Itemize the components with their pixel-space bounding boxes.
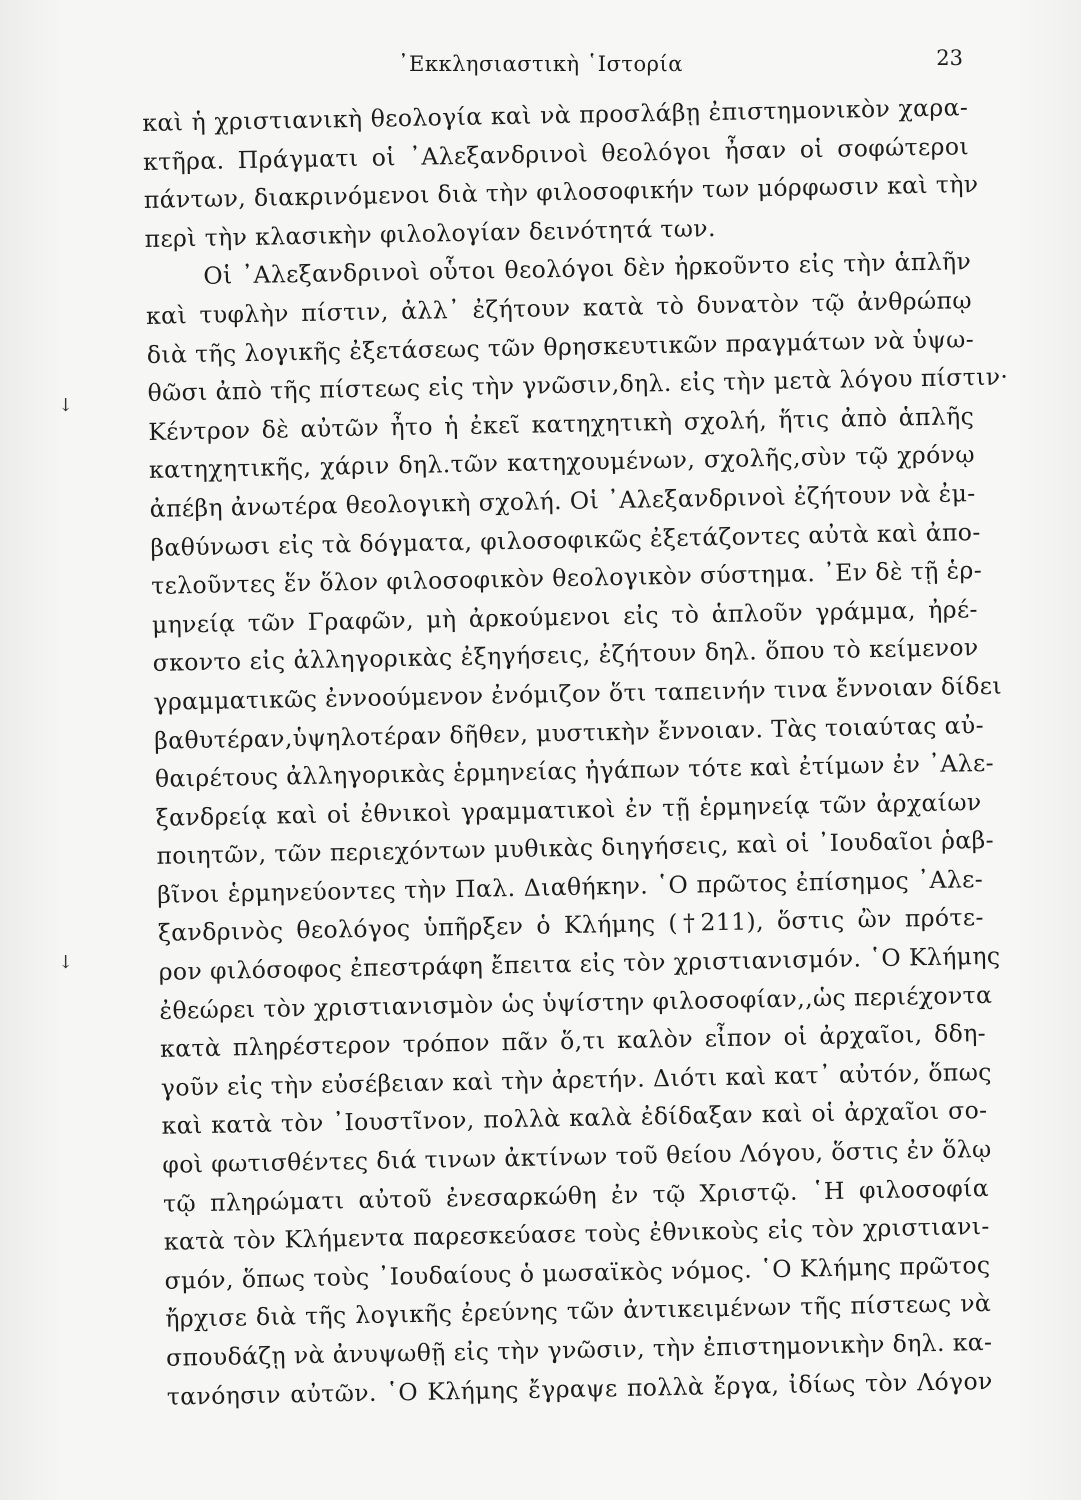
- page-number: 23: [936, 46, 963, 70]
- text-line: θῶσι ἀπὸ τῆς πίστεως εἰς τὴν γνῶσιν,δηλ. εἰς τὴν μετὰ λόγου πίστιν·: [147, 362, 1009, 408]
- text-line: μηνείᾳ τῶν Γραφῶν, μὴ ἀρκούμενοι εἰς τὸ ἁπλοῦν γράμμα, ἠρέ-: [151, 594, 979, 639]
- page-header: [118, 46, 963, 86]
- text-line: ρον φιλόσοφος ἐπεστράφη ἔπειτα εἰς τὸν χριστιανισμόν. ῾Ο Κλήμης: [158, 941, 1001, 986]
- text-line: καὶ κατὰ τὸν ᾿Ιουστῖνον, πολλὰ καλὰ ἐδίδαξαν καὶ οἱ ἀρχαῖοι σο-: [161, 1096, 988, 1141]
- margin-mark: ↓: [58, 952, 74, 973]
- text-line: ξανδρινὸς θεολόγος ὑπῆρξεν ὁ Κλήμης (†211), ὅστις ὢν πρότε-: [157, 903, 985, 948]
- text-line: τανόησιν αὐτῶν. ῾Ο Κλήμης ἔγραψε πολλὰ ἔργα, ἰδίως τὸν Λόγον: [166, 1366, 993, 1411]
- running-title: ᾿Εκκλησιαστικὴ ῾Ιστορία: [398, 52, 683, 76]
- text-line: περὶ τὴν κλασικὴν φιλολογίαν δεινότητά των.: [144, 213, 717, 253]
- text-line: διὰ τῆς λογικῆς ἐξετάσεως τῶν θρησκευτικῶν πραγμάτων νὰ ὑψω-: [146, 324, 975, 369]
- text-line: ἐθεώρει τὸν χριστιανισμὸν ὡς ὑψίστην φιλοσοφίαν,,ὡς περιέχοντα: [159, 980, 993, 1025]
- text-line: ἤρχισε διὰ τῆς λογικῆς ἐρεύνης τῶν ἀντικειμένων τῆς πίστεως νὰ: [165, 1289, 992, 1334]
- text-line: βαθύνωσι εἰς τὰ δόγματα, φιλοσοφικῶς ἐξετάζοντες αὐτὰ καὶ ἀπο-: [150, 517, 981, 562]
- text-line: σκοντο εἰς ἀλληγορικὰς ἐξηγήσεις, ἐζήτουν δηλ. ὅπου τὸ κείμενον: [152, 633, 979, 678]
- text-line: βῖνοι ἑρμηνεύοντες τὴν Παλ. Διαθήκην. ῾Ο πρῶτος ἐπίσημος ᾿Αλε-: [156, 864, 984, 909]
- text-line: κατηχητικῆς, χάριν δηλ.τῶν κατηχουμένων, σχολῆς,σὺν τῷ χρόνῳ: [148, 440, 976, 485]
- text-line: τελοῦντες ἕν ὅλον φιλοσοφικὸν θεολογικὸν σύστημα. ᾿Εν δὲ τῇ ἑρ-: [150, 556, 983, 601]
- text-line: θαιρέτους ἀλληγορικὰς ἑρμηνείας ἠγάπων τότε καὶ ἐτίμων ἐν ᾿Αλε-: [154, 748, 995, 793]
- text-line: κατὰ τὸν Κλήμεντα παρεσκεύασε τοὺς ἐθνικοὺς εἰς τὸν χριστιανι-: [163, 1212, 990, 1257]
- text-line: γοῦν εἰς τὴν εὐσέβειαν καὶ τὴν ἀρετήν. Διότι καὶ κατ᾿ αὐτόν, ὅπως: [160, 1057, 993, 1102]
- text-line: φοὶ φωτισθέντες διά τινων ἀκτίνων τοῦ θείου Λόγου, ὅστις ἐν ὅλῳ: [162, 1134, 992, 1179]
- text-line: ἀπέβη ἀνωτέρα θεολογικὴ σχολή. Οἱ ᾿Αλεξανδρινοὶ ἐζήτουν νὰ ἐμ-: [149, 479, 976, 523]
- text-line: καὶ τυφλὴν πίστιν, ἀλλ᾿ ἐζήτουν κατὰ τὸ δυνατὸν τῷ ἀνθρώπῳ: [145, 286, 973, 330]
- text-line: σπουδάζῃ νὰ ἀνυψωθῇ εἰς τὴν γνῶσιν, τὴν ἐπιστημονικὴν δηλ. κα-: [165, 1327, 993, 1372]
- margin-mark: ↓: [58, 395, 74, 416]
- text-line: Οἱ ᾿Αλεξανδρινοὶ οὗτοι θεολόγοι δὲν ἠρκοῦντο εἰς τὴν ἁπλῆν: [203, 247, 972, 291]
- text-line: ξανδρείᾳ καὶ οἱ ἐθνικοὶ γραμματικοὶ ἐν τῇ ἑρμηνείᾳ τῶν ἀρχαίων: [155, 787, 982, 832]
- text-line: κτῆρα. Πράγματι οἱ ᾿Αλεξανδρινοὶ θεολόγοι ἦσαν οἱ σοφώτεροι: [142, 131, 970, 176]
- body-text: [142, 88, 1009, 1416]
- text-line: τῷ πληρώματι αὐτοῦ ἐνεσαρκώθη ἐν τῷ Χριστῷ. ῾Η φιλοσοφία: [162, 1173, 990, 1218]
- text-line: πάντων, διακρινόμενοι διὰ τὴν φιλοσοφικήν των μόρφωσιν καὶ τὴν: [143, 170, 979, 215]
- text-line: γραμματικῶς ἐννοούμενον ἐνόμιζον ὅτι ταπεινήν τινα ἔννοιαν δίδει: [153, 671, 1003, 716]
- text-line: κατὰ πληρέστερον τρόπον πᾶν ὅ,τι καλὸν εἶπον οἱ ἀρχαῖοι, δδη-: [159, 1019, 987, 1064]
- text-line: καὶ ἡ χριστιανικὴ θεολογία καὶ νὰ προσλάβῃ ἐπιστημονικὸν χαρα-: [142, 93, 969, 137]
- text-line: ποιητῶν, τῶν περιεχόντων μυθικὰς διηγήσεις, καὶ οἱ ᾿Ιουδαῖοι ῥαβ-: [156, 826, 995, 871]
- text-line: Κέντρον δὲ αὐτῶν ἦτο ἡ ἐκεῖ κατηχητικὴ σχολή, ἥτις ἀπὸ ἁπλῆς: [148, 401, 975, 446]
- text-line: βαθυτέραν,ὑψηλοτέραν δῆθεν, μυστικὴν ἔννοιαν. Τὰς τοιαύτας αὐ-: [153, 710, 985, 755]
- text-line: σμόν, ὅπως τοὺς ᾿Ιουδαίους ὁ μωσαϊκὸς νόμος. ῾Ο Κλήμης πρῶτος: [164, 1250, 991, 1295]
